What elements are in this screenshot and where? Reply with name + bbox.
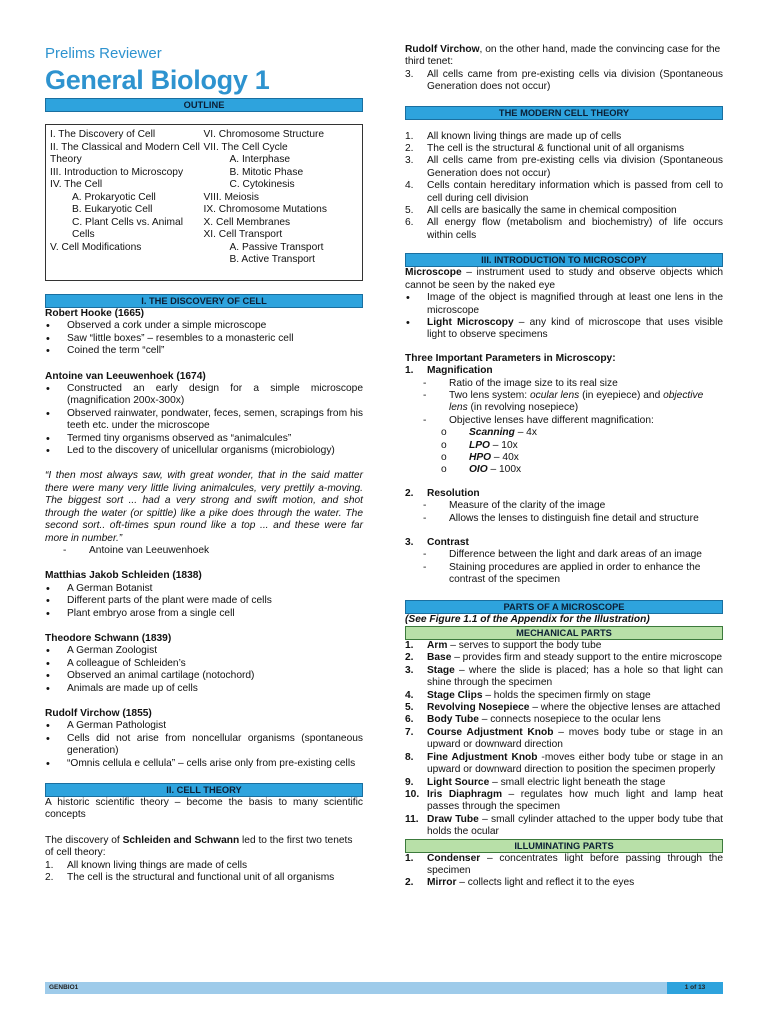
circle-marker: o (441, 439, 447, 451)
part-term: Light Source (427, 776, 490, 788)
list-item: • Different parts of the plant were made of cells (45, 595, 363, 607)
schleiden-heading: Matthias Jakob Schleiden (1838) (45, 570, 202, 582)
item-number: 3. (405, 68, 414, 80)
schleiden-list (45, 583, 363, 620)
part-description: – where the slide is placed; has a hole so that light can shine through the specimen (427, 664, 723, 689)
dash-marker: - (423, 549, 427, 561)
illuminating-banner: ILLUMINATING PARTS (405, 839, 723, 853)
text-span: – 40x (491, 451, 519, 463)
modern-item (405, 180, 723, 205)
objective-item (405, 452, 723, 464)
part-item (405, 690, 723, 702)
part-term: Course Adjustment Knob (427, 726, 554, 738)
list-item: • Plant embryo arose from a single cell (45, 608, 363, 620)
params-heading: Three Important Parameters in Microscopy: (405, 352, 616, 364)
mechanical-banner: MECHANICAL PARTS (405, 626, 723, 640)
part-item (405, 777, 723, 789)
item-number: 9. (405, 776, 414, 788)
item-number: 2. (405, 487, 414, 499)
cell-theory-banner: II. CELL THEORY (45, 783, 363, 797)
item-number: 10. (405, 788, 420, 800)
item-number: 3. (405, 664, 414, 676)
modern-item (405, 131, 723, 143)
schwann-list (45, 645, 363, 695)
text-span: Microscope (405, 267, 462, 279)
parts-banner: PARTS OF A MICROSCOPE (405, 600, 723, 614)
part-description: – where the objective lenses are attached (529, 702, 721, 714)
outline-item: B. Active Transport (229, 254, 315, 265)
dash-item (405, 549, 723, 561)
text-span: – instrument used to study and observe objects which cannot be seen by the naked eye (405, 267, 723, 291)
virchow-paragraph (405, 44, 723, 69)
tenet-item (45, 872, 363, 884)
text-span: – 10x (489, 439, 518, 451)
virchow-heading: Rudolf Virchow (1855) (45, 707, 152, 719)
text-span: , on the other hand, made the convincing case for the third tenet: (405, 44, 721, 68)
item-text: All known living things are made of cells (67, 859, 248, 871)
item-text: All energy flow (metabolism and biochemistry) of life occurs within cells (427, 217, 723, 241)
part-term: Fine Adjustment Knob (427, 751, 538, 763)
list-item: • Observed a cork under a simple microscope (45, 320, 363, 332)
outline-item: VI. Chromosome Structure (203, 129, 325, 140)
list-item: • Cells did not arise from noncellular organisms (spontaneous generation) (45, 733, 363, 758)
list-item: • Observed rainwater, pondwater, feces, semen, scrapings from his teeth etc. under the microscope (45, 408, 363, 433)
part-term: Mirror (427, 877, 457, 889)
item-number: 2. (405, 652, 414, 664)
text-span: objective lens (449, 389, 704, 414)
text-span: LPO (469, 439, 490, 451)
item-text (427, 640, 723, 652)
outline-item: VII. The Cell Cycle (203, 141, 288, 153)
outline-item: C. Cytokinesis (229, 179, 295, 190)
dash-item (405, 500, 723, 512)
item-text (427, 727, 723, 752)
item-number: 2. (45, 872, 54, 884)
quote-dash: - (63, 544, 67, 556)
item-number: 8. (405, 751, 414, 763)
item-text: Difference between the light and dark areas of an image (449, 549, 702, 561)
outline-item: I. The Discovery of Cell (50, 129, 156, 140)
part-term: Condenser (427, 852, 481, 864)
item-number: 4. (405, 689, 414, 701)
dash-marker: - (423, 414, 427, 426)
list-item: • A German Pathologist (45, 720, 363, 732)
dash-item (405, 390, 723, 415)
part-term: Stage Clips (427, 689, 483, 701)
parts-note: (See Figure 1.1 of the Appendix for the Illustration) (405, 613, 650, 625)
text-span: Scanning (469, 427, 515, 439)
outline-item: V. Cell Modifications (50, 241, 142, 253)
text-span: led to the first two tenets of cell theory: (45, 834, 353, 859)
list-item: • A colleague of Schleiden’s (45, 658, 363, 670)
left-column (45, 44, 363, 884)
part-description: – connects nosepiece to the ocular lens (478, 714, 661, 726)
item-number: 6. (405, 714, 414, 726)
objective-item (405, 464, 723, 476)
part-description: – regulates how much light and lamp heat passes through the specimen (427, 788, 723, 813)
item-text: All cells came from pre-existing cells via division (Spontaneous Generation does not occur) (427, 155, 723, 179)
item-number: 6. (405, 217, 414, 229)
virchow-list (45, 720, 363, 770)
dash-marker: - (423, 500, 427, 512)
item-number: 4. (405, 180, 414, 192)
param-title (405, 488, 723, 500)
text-span: HPO (469, 451, 492, 463)
objective-item (405, 440, 723, 452)
part-item (405, 814, 723, 839)
item-text (427, 702, 723, 714)
dash-item (405, 513, 723, 525)
modern-item (405, 143, 723, 155)
part-term: Base (427, 652, 452, 664)
outline-item: III. Introduction to Microscopy (50, 166, 184, 178)
item-number: 1. (405, 365, 414, 377)
part-item (405, 702, 723, 714)
param-title (405, 537, 723, 549)
list-item: • Image of the object is magnified through at least one lens in the microscope (405, 292, 723, 317)
item-number: 1. (405, 640, 414, 652)
schwann-heading: Theodore Schwann (1839) (45, 632, 172, 644)
part-item (405, 640, 723, 652)
illuminating-list (405, 853, 723, 890)
part-term: Stage (427, 664, 455, 676)
item-number: 3. (405, 155, 414, 167)
text-span: OIO (469, 464, 488, 476)
item-text: Staining procedures are applied in order to enhance the contrast of the specimen (449, 561, 701, 586)
item-text: Measure of the clarity of the image (449, 500, 606, 512)
circle-marker: o (441, 427, 447, 439)
dash-item (405, 415, 723, 427)
item-text: Ratio of the image size to its real size (449, 377, 618, 389)
item-text (449, 390, 723, 415)
tenet-item (405, 69, 723, 94)
list-item: • Termed tiny organisms observed as “animalcules” (45, 433, 363, 445)
part-term: Body Tube (427, 714, 479, 726)
leeuwenhoek-heading: Antoine van Leeuwenhoek (1674) (45, 370, 206, 382)
item-number: 2. (405, 877, 414, 889)
item-number: 3. (405, 537, 414, 548)
part-description: – serves to support the body tube (447, 640, 602, 652)
item-text (427, 853, 723, 878)
list-item: • “Omnis cellula e cellula” – cells arise only from pre-existing cells (45, 758, 363, 770)
item-text: All cells came from pre-existing cells via division (Spontaneous Generation does not occur) (427, 68, 723, 93)
leeuwenhoek-list (45, 383, 363, 457)
objective-item (405, 427, 723, 439)
part-item (405, 789, 723, 814)
part-term: Draw Tube (427, 813, 479, 825)
item-text: Objective lenses have different magnification: (449, 414, 654, 426)
dash-marker: - (423, 377, 427, 389)
doc-title: General Biology 1 (45, 65, 270, 95)
part-term: Revolving Nosepiece (427, 702, 530, 714)
quote-attribution (45, 545, 363, 557)
modern-banner: THE MODERN CELL THEORY (405, 106, 723, 120)
list-item: • Led to the discovery of unicellular organisms (microbiology) (45, 445, 363, 457)
item-number: 5. (405, 702, 414, 714)
text-span: The discovery of (45, 834, 123, 846)
part-item (405, 853, 723, 878)
item-text (427, 714, 723, 726)
tenet-item (45, 860, 363, 872)
microscopy-list (405, 292, 723, 342)
text-span: – 100x (487, 464, 522, 476)
dash-item (405, 378, 723, 390)
item-number: 1. (405, 130, 414, 142)
modern-item (405, 217, 723, 242)
item-text (427, 665, 723, 690)
page-number: 1 of 13 (667, 982, 723, 994)
cell-theory-intro: A historic scientific theory – become the basis to many scientific concepts (45, 797, 363, 821)
part-description: – concentrates light before passing through the specimen (427, 852, 723, 876)
part-term: Iris Diaphragm (427, 788, 503, 800)
outline-item: B. Eukaryotic Cell (72, 204, 153, 215)
list-item: • A German Botanist (45, 583, 363, 595)
item-text: Cells contain hereditary information which is passed from cell to cell during cell division (427, 180, 723, 204)
outline-item: XI. Cell Transport (203, 229, 283, 240)
item-text (427, 652, 723, 664)
part-item (405, 877, 723, 889)
course-code: GENBIO1 (49, 984, 79, 991)
outline-item: IV. The Cell (50, 179, 103, 190)
outline-item: X. Cell Membranes (203, 216, 291, 228)
outline-banner: OUTLINE (45, 98, 363, 112)
item-text: The cell is the structural & functional unit of all organisms (427, 143, 685, 155)
list-item: • Animals are made up of cells (45, 683, 363, 695)
outline-item: A. Interphase (229, 154, 291, 165)
item-text: The cell is the structural and functional unit of all organisms (67, 872, 335, 884)
part-item (405, 752, 723, 777)
part-description: – small cylinder attached to the upper body tube that holds the ocular (427, 813, 723, 838)
dash-marker: - (423, 389, 427, 401)
dash-marker: - (423, 561, 427, 573)
list-item: • Coined the term “cell” (45, 345, 363, 357)
list-item: • Constructed an early design for a simple microscope (magnification 200x-300x) (45, 383, 363, 408)
text-span: (in revolving nosepiece) (467, 402, 579, 414)
hooke-list (45, 320, 363, 357)
item-number: 2. (405, 143, 414, 155)
text-span: (in eyepiece) and (579, 389, 664, 401)
item-text (427, 777, 723, 789)
outline-right (204, 129, 358, 280)
outline-item: A. Prokaryotic Cell (72, 191, 156, 203)
item-number: 7. (405, 726, 414, 738)
discovery-banner: I. THE DISCOVERY OF CELL (45, 294, 363, 308)
param-title (405, 365, 723, 377)
item-text (427, 814, 723, 839)
outline-item: C. Plant Cells vs. Animal Cells (72, 216, 183, 240)
part-description: – collects light and reflect it to the eyes (456, 877, 635, 889)
text-span: ocular lens (529, 389, 580, 401)
item-text: Allows the lenses to distinguish fine detail and structure (449, 512, 699, 524)
item-text: Magnification (427, 365, 493, 377)
part-description: – holds the specimen firmly on stage (482, 689, 651, 701)
circle-marker: o (441, 464, 447, 476)
text-span: Rudolf Virchow (405, 44, 480, 55)
part-description: – provides firm and steady support to the entire microscope (451, 652, 723, 664)
item-number: 11. (405, 813, 419, 825)
outline-box (45, 124, 363, 281)
outline-item: A. Passive Transport (229, 241, 324, 253)
dash-item (405, 562, 723, 587)
item-number: 1. (45, 859, 54, 871)
text-span: Light Microscopy (427, 316, 514, 328)
item-text: All cells are basically the same in chemical composition (427, 205, 677, 217)
list-item (405, 317, 723, 342)
part-item (405, 727, 723, 752)
outline-item: B. Mitotic Phase (229, 166, 304, 178)
circle-marker: o (441, 451, 447, 463)
text-span: – any kind of microscope that uses visible light to observe specimens (427, 316, 723, 341)
text-span: Two lens system: (449, 389, 530, 401)
quote-author: Antoine van Leeuwenhoek (89, 544, 210, 556)
hooke-heading: Robert Hooke (1665) (45, 308, 145, 319)
text-span: Schleiden and Schwann (122, 834, 240, 846)
modern-item (405, 205, 723, 217)
item-number: 1. (405, 852, 414, 864)
microscope-definition (405, 267, 723, 292)
part-item (405, 665, 723, 690)
mechanical-list (405, 640, 723, 839)
list-item: • A German Zoologist (45, 645, 363, 657)
outline-item: VIII. Meiosis (203, 191, 259, 203)
list-item: • Observed an animal cartilage (notochord) (45, 670, 363, 682)
item-text: All known living things are made up of cells (427, 130, 622, 142)
leeuwenhoek-quote: “I then most always saw, with great wonder, that in the said matter there were many very little living animalcules, very prettily a-moving. The biggest sort ... had a very strong and swift motion, and shot through the water (or spittle) like a pike does through the water. The second sort.. oft-times spun round like a top ... and these were far more in number.” (45, 470, 363, 544)
item-text (427, 690, 723, 702)
page-footer (45, 982, 723, 994)
outline-item: II. The Classical and Modern Cell Theory (50, 141, 200, 165)
item-text (427, 877, 723, 889)
part-description: – moves body tube or stage in an upward or downward direction (427, 726, 723, 751)
list-item: • Saw “little boxes” – resembles to a monasteric cell (45, 333, 363, 345)
part-item (405, 714, 723, 726)
outline-left (50, 129, 204, 280)
text-span: – 4x (514, 427, 537, 439)
doc-subtitle: Prelims Reviewer (45, 45, 162, 62)
item-text (427, 789, 723, 814)
part-description: – small electric light beneath the stage (489, 776, 666, 788)
dash-marker: - (423, 512, 427, 524)
item-text (427, 752, 723, 777)
item-text: Resolution (427, 487, 480, 499)
part-description: -moves either body tube or stage in an upward or downward direction to position the specimen properly (427, 751, 723, 776)
part-item (405, 652, 723, 664)
item-number: 5. (405, 205, 414, 217)
modern-item (405, 155, 723, 180)
part-term: Arm (427, 640, 448, 652)
cell-theory-discovery (45, 835, 363, 860)
microscopy-banner: III. INTRODUCTION TO MICROSCOPY (405, 253, 723, 267)
outline-item: IX. Chromosome Mutations (203, 204, 327, 215)
right-column (405, 44, 723, 890)
item-text: Contrast (427, 537, 469, 548)
